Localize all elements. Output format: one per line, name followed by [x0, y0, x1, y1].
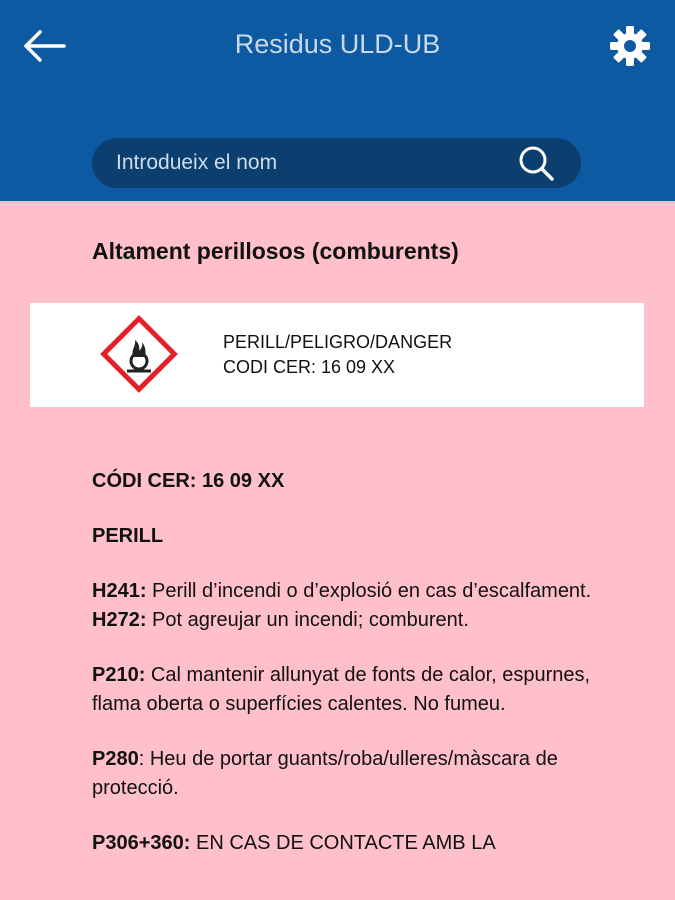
p210-statement: [92, 661, 602, 719]
oxidizer-hazard-icon: [100, 315, 178, 393]
page-title: Residus ULD-UB: [234, 29, 441, 59]
p280-statement: [92, 745, 602, 803]
p306-text: EN CAS DE CONTACTE AMB LA: [190, 832, 496, 854]
gear-icon: [608, 24, 652, 68]
hazard-details: [92, 467, 602, 858]
p280-code: P280: [92, 748, 139, 770]
h241-text: Perill d’incendi o d’explosió en cas d’escalfament.: [146, 580, 592, 602]
search-input[interactable]: [116, 138, 506, 188]
p306-code: P306+360:: [92, 832, 191, 854]
hazard-statements: [92, 577, 602, 635]
p280-text: : Heu de portar guants/roba/ulleres/màscara de protecció.: [92, 748, 558, 799]
search-button[interactable]: [514, 142, 558, 184]
signal-word: PERILL: [92, 525, 164, 547]
hazard-label-card: [30, 303, 644, 407]
p306-statement: [92, 829, 602, 858]
label-code-text: CODI CER: 16 09 XX: [223, 357, 396, 377]
h241-code: H241:: [92, 580, 147, 602]
h272-text: Pot agreujar un incendi; comburent.: [146, 609, 469, 631]
h272-code: H272:: [92, 609, 147, 631]
app-header: [0, 0, 675, 201]
search-icon: [516, 143, 556, 183]
p210-text: Cal mantenir allunyat de fonts de calor, espurnes, flama oberta o superfícies calentes. No fumeu.: [92, 664, 591, 715]
search-bar: [92, 138, 581, 188]
section-title: Altament perillosos (comburents): [92, 238, 459, 264]
label-danger-text: PERILL/PELIGRO/DANGER: [223, 332, 453, 352]
p210-code: P210:: [92, 664, 146, 686]
cer-code: CÓDI CER: 16 09 XX: [92, 470, 285, 492]
settings-button[interactable]: [604, 20, 656, 72]
